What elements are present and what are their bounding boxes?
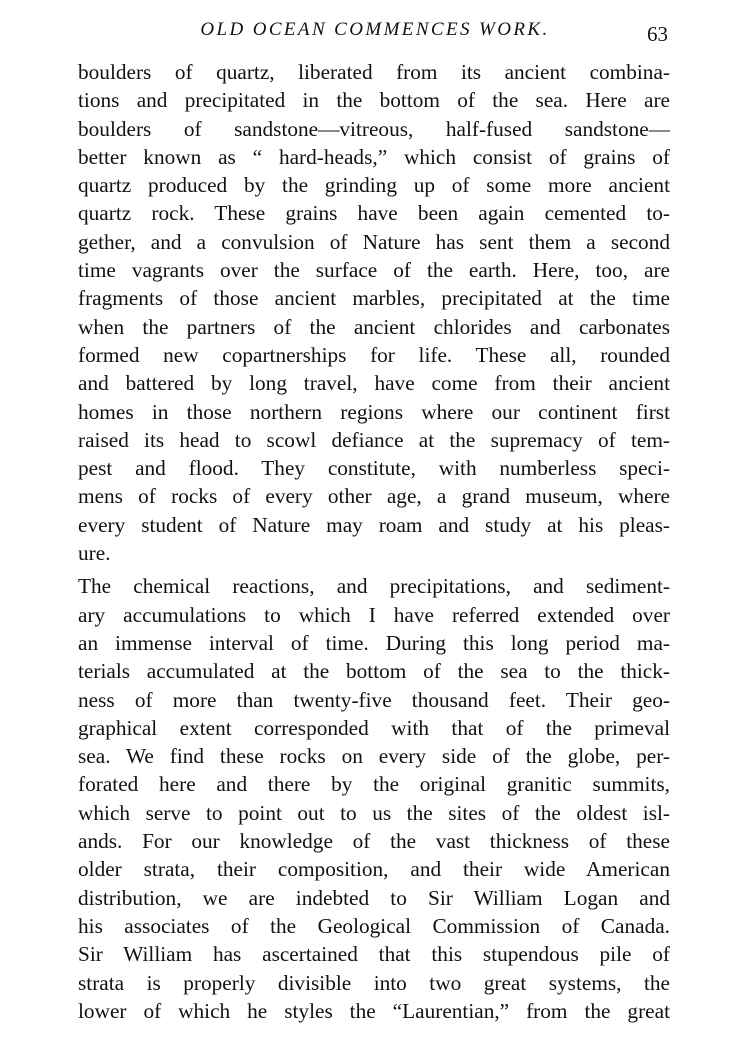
text-line: gether, and a convulsion of Nature has sent them a second bbox=[78, 229, 670, 254]
text-line: every student of Nature may roam and study at his pleas- bbox=[78, 512, 670, 537]
text-line: ands. For our knowledge of the vast thickness of these bbox=[78, 829, 670, 854]
text-line: sea. We find these rocks on every side of the globe, per- bbox=[78, 744, 670, 769]
text-line: The chemical reactions, and precipitations, and sediment- bbox=[78, 574, 670, 599]
text-line: mens of rocks of every other age, a grand museum, where bbox=[78, 484, 670, 509]
text-line: boulders of quartz, liberated from its ancient combina- bbox=[78, 60, 670, 84]
text-line: fragments of those ancient marbles, precipitated at the time bbox=[78, 286, 670, 311]
text-line: quartz produced by the grinding up of some more ancient bbox=[78, 173, 670, 198]
running-title: OLD OCEAN COMMENCES WORK. bbox=[200, 19, 550, 40]
text-line: distribution, we are indebted to Sir William Logan and bbox=[78, 885, 670, 910]
text-line: graphical extent corresponded with that of the primeval bbox=[78, 715, 670, 740]
text-line: better known as “ hard-heads,” which consist of grains of bbox=[78, 144, 670, 169]
text-line: older strata, their composition, and their wide American bbox=[78, 857, 670, 882]
text-line: formed new copartnerships for life. These all, rounded bbox=[78, 342, 670, 367]
text-line: homes in those northern regions where our continent first bbox=[78, 399, 670, 424]
text-line: Sir William has ascertained that this stupendous pile of bbox=[78, 942, 670, 967]
text-line: lower of which he styles the “Laurentian,” from the great bbox=[78, 998, 670, 1023]
text-line: an immense interval of time. During this long period ma- bbox=[78, 630, 670, 655]
text-line: forated here and there by the original granitic summits, bbox=[78, 772, 670, 797]
running-head bbox=[0, 12, 750, 48]
paragraph-1 bbox=[78, 58, 670, 567]
text-line: tions and precipitated in the bottom of the sea. Here are bbox=[78, 88, 670, 113]
text-line: ary accumulations to which I have referred extended over bbox=[78, 602, 670, 627]
text-line: strata is properly divisible into two great systems, the bbox=[78, 970, 670, 995]
text-line: boulders of sandstone—vitreous, half-fused sandstone— bbox=[78, 116, 670, 141]
body-text bbox=[78, 58, 670, 1025]
paragraph-2 bbox=[78, 572, 670, 1025]
text-line: quartz rock. These grains have been again cemented to- bbox=[78, 201, 670, 226]
text-line: ness of more than twenty-five thousand feet. Their geo- bbox=[78, 687, 670, 712]
text-line: his associates of the Geological Commission of Canada. bbox=[78, 913, 670, 938]
text-line: when the partners of the ancient chlorides and carbonates bbox=[78, 314, 670, 339]
text-line: ure. bbox=[78, 541, 111, 566]
text-line: terials accumulated at the bottom of the sea to the thick- bbox=[78, 659, 670, 684]
text-line: which serve to point out to us the sites of the oldest isl- bbox=[78, 800, 670, 825]
text-line: and battered by long travel, have come from their ancient bbox=[78, 371, 670, 396]
text-line: time vagrants over the surface of the earth. Here, too, are bbox=[78, 258, 670, 283]
page-number: 63 bbox=[647, 22, 668, 46]
text-line: raised its head to scowl defiance at the supremacy of tem- bbox=[78, 427, 670, 452]
text-line: pest and flood. They constitute, with numberless speci- bbox=[78, 456, 670, 481]
